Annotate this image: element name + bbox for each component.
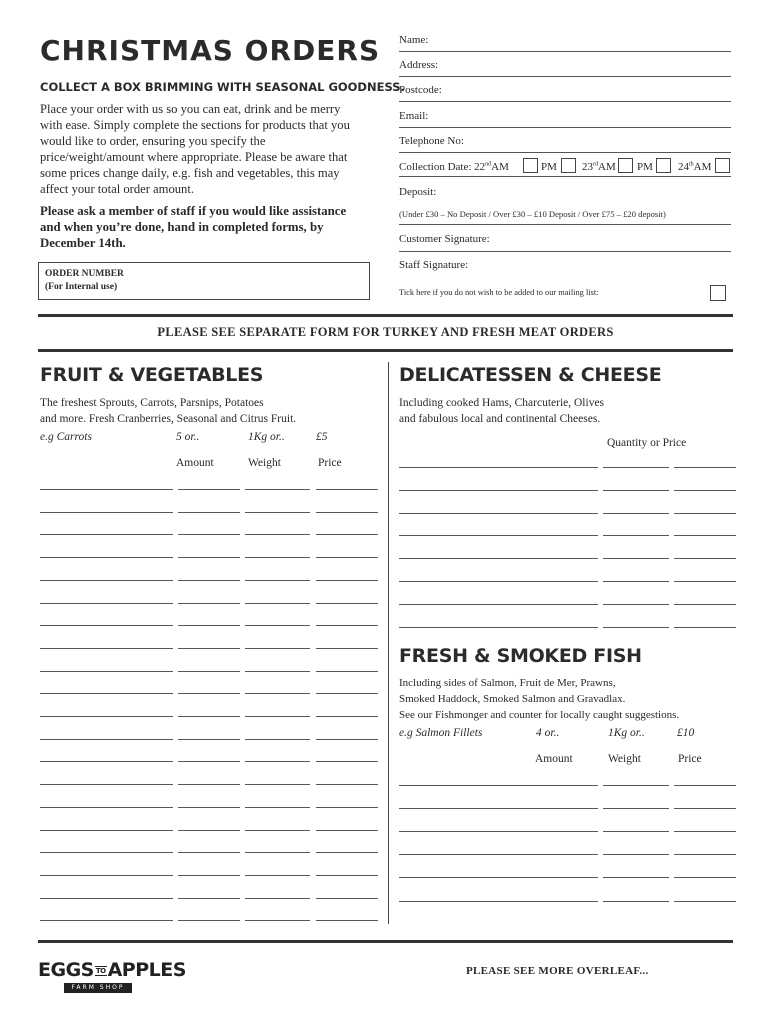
customer-signature-label: Customer Signature:: [399, 233, 490, 245]
order-line-fv-rows-8-3[interactable]: [316, 671, 378, 672]
order-line-fv-rows-9-3[interactable]: [316, 693, 378, 694]
order-line-fv-rows-10-3[interactable]: [316, 716, 378, 717]
collection-23-am-checkbox[interactable]: [618, 158, 633, 173]
order-line-fish-rows-4-2[interactable]: [674, 877, 736, 878]
order-line-fv-rows-9-0[interactable]: [40, 693, 173, 694]
order-line-deli-rows-2-2[interactable]: [674, 513, 736, 514]
order-line-fv-rows-16-1[interactable]: [178, 852, 240, 853]
order-line-fv-rows-13-0[interactable]: [40, 784, 173, 785]
fish-col-price: Price: [678, 753, 702, 765]
order-line-deli-rows-3-2[interactable]: [674, 535, 736, 536]
pm-label-2: PM: [637, 161, 653, 173]
order-line-fv-rows-1-2[interactable]: [245, 512, 310, 513]
fish-col-weight: Weight: [608, 753, 641, 765]
order-line-fv-rows-4-3[interactable]: [316, 580, 378, 581]
postcode-label: Postcode:: [399, 84, 442, 96]
order-line-fv-rows-6-2[interactable]: [245, 625, 310, 626]
order-line-fish-rows-4-1[interactable]: [603, 877, 669, 878]
address-field[interactable]: [399, 59, 731, 77]
order-line-deli-rows-2-1[interactable]: [603, 513, 669, 514]
order-line-fv-rows-5-1[interactable]: [178, 603, 240, 604]
order-line-fv-rows-3-0[interactable]: [40, 557, 173, 558]
order-line-fish-rows-5-0[interactable]: [399, 901, 598, 902]
order-line-fv-rows-17-3[interactable]: [316, 875, 378, 876]
order-line-fish-rows-4-0[interactable]: [399, 877, 598, 878]
order-line-fv-rows-5-2[interactable]: [245, 603, 310, 604]
order-line-fish-rows-1-2[interactable]: [674, 808, 736, 809]
order-line-fv-rows-1-0[interactable]: [40, 512, 173, 513]
order-line-fv-rows-6-1[interactable]: [178, 625, 240, 626]
order-line-fv-rows-14-3[interactable]: [316, 807, 378, 808]
email-label: Email:: [399, 110, 429, 122]
order-line-fv-rows-14-2[interactable]: [245, 807, 310, 808]
order-line-deli-rows-6-1[interactable]: [603, 604, 669, 605]
order-line-fv-rows-2-1[interactable]: [178, 534, 240, 535]
deli-title: DELICATESSEN & CHEESE: [399, 364, 662, 386]
order-line-fv-rows-7-1[interactable]: [178, 648, 240, 649]
order-line-fv-rows-13-1[interactable]: [178, 784, 240, 785]
order-line-fv-rows-16-2[interactable]: [245, 852, 310, 853]
divider-top: [38, 314, 733, 317]
order-line-fish-rows-3-0[interactable]: [399, 854, 598, 855]
order-line-fv-rows-12-2[interactable]: [245, 761, 310, 762]
collection-22-am-checkbox[interactable]: [523, 158, 538, 173]
order-line-fv-rows-19-0[interactable]: [40, 920, 173, 921]
mailing-list-label: Tick here if you do not wish to be added to our mailing list:: [399, 288, 599, 297]
order-line-fv-rows-5-3[interactable]: [316, 603, 378, 604]
assistance-text: Please ask a member of staff if you would like assistance and when you’re done, hand in completed forms, by December 14th.: [40, 204, 347, 250]
fish-desc-2: Smoked Haddock, Smoked Salmon and Gravadlax.: [399, 693, 626, 705]
order-line-fish-rows-2-1[interactable]: [603, 831, 669, 832]
address-label: Address:: [399, 59, 439, 71]
order-line-fish-rows-5-2[interactable]: [674, 901, 736, 902]
order-line-deli-rows-2-0[interactable]: [399, 513, 598, 514]
order-line-fv-rows-4-1[interactable]: [178, 580, 240, 581]
collection-23-pm-checkbox[interactable]: [656, 158, 671, 173]
order-number-note: (For Internal use): [45, 282, 118, 292]
telephone-field[interactable]: [399, 135, 731, 153]
order-line-deli-rows-1-1[interactable]: [603, 490, 669, 491]
email-field[interactable]: [399, 110, 731, 128]
order-line-fv-rows-4-2[interactable]: [245, 580, 310, 581]
postcode-field[interactable]: [399, 84, 731, 102]
order-line-fv-rows-8-2[interactable]: [245, 671, 310, 672]
order-line-fv-rows-10-1[interactable]: [178, 716, 240, 717]
customer-signature-field[interactable]: [399, 233, 731, 252]
collection-date-label: Collection Date: 22ndAM: [399, 161, 509, 173]
order-line-fv-rows-12-3[interactable]: [316, 761, 378, 762]
order-number-label: ORDER NUMBER: [45, 269, 124, 279]
deli-desc-2: and fabulous local and continental Cheeses.: [399, 413, 601, 425]
order-line-fish-rows-3-2[interactable]: [674, 854, 736, 855]
order-line-fv-rows-7-0[interactable]: [40, 648, 173, 649]
fruit-veg-desc-1: The freshest Sprouts, Carrots, Parsnips, Potatoes: [40, 397, 264, 409]
name-field[interactable]: [399, 34, 731, 52]
order-line-deli-rows-5-0[interactable]: [399, 581, 598, 582]
staff-signature-field[interactable]: [399, 259, 731, 277]
order-line-deli-rows-6-0[interactable]: [399, 604, 598, 605]
order-line-fv-rows-17-2[interactable]: [245, 875, 310, 876]
order-line-fv-rows-2-0[interactable]: [40, 534, 173, 535]
order-line-deli-rows-0-0[interactable]: [399, 467, 598, 468]
order-line-fv-rows-3-2[interactable]: [245, 557, 310, 558]
order-line-fv-rows-6-0[interactable]: [40, 625, 173, 626]
order-line-deli-rows-1-2[interactable]: [674, 490, 736, 491]
order-line-fv-rows-16-0[interactable]: [40, 852, 173, 853]
order-line-deli-rows-5-2[interactable]: [674, 581, 736, 582]
fruit-veg-col-weight: Weight: [248, 457, 281, 469]
deposit-field[interactable]: [399, 186, 731, 204]
order-line-fish-rows-0-2[interactable]: [674, 785, 736, 786]
order-number-box: [38, 262, 370, 300]
order-line-fv-rows-19-2[interactable]: [245, 920, 310, 921]
farm-shop-label: FARM SHOP: [64, 983, 132, 993]
deposit-label: Deposit:: [399, 186, 437, 198]
name-label: Name:: [399, 34, 429, 46]
fish-example-amount: 4 or..: [536, 727, 560, 739]
date-23-label: 23rdAM: [582, 161, 616, 173]
order-line-fv-rows-6-3[interactable]: [316, 625, 378, 626]
order-line-fv-rows-14-1[interactable]: [178, 807, 240, 808]
order-line-fv-rows-18-0[interactable]: [40, 898, 173, 899]
order-line-deli-rows-4-1[interactable]: [603, 558, 669, 559]
order-line-fv-rows-4-0[interactable]: [40, 580, 173, 581]
order-line-fish-rows-2-0[interactable]: [399, 831, 598, 832]
fruit-veg-example-item: e.g Carrots: [40, 431, 92, 443]
order-line-fv-rows-15-0[interactable]: [40, 830, 173, 831]
collection-24-am-checkbox[interactable]: [715, 158, 730, 173]
order-line-fv-rows-16-3[interactable]: [316, 852, 378, 853]
turkey-banner: PLEASE SEE SEPARATE FORM FOR TURKEY AND FRESH MEAT ORDERS: [157, 325, 614, 339]
order-line-fv-rows-12-1[interactable]: [178, 761, 240, 762]
fish-example-weight: 1Kg or..: [608, 727, 645, 739]
order-line-fish-rows-0-0[interactable]: [399, 785, 598, 786]
order-line-fv-rows-9-2[interactable]: [245, 693, 310, 694]
order-line-fv-rows-2-2[interactable]: [245, 534, 310, 535]
order-line-fv-rows-18-1[interactable]: [178, 898, 240, 899]
order-line-fv-rows-2-3[interactable]: [316, 534, 378, 535]
order-line-fv-rows-0-0[interactable]: [40, 489, 173, 490]
order-line-fish-rows-2-2[interactable]: [674, 831, 736, 832]
order-line-fv-rows-17-1[interactable]: [178, 875, 240, 876]
order-line-fv-rows-0-3[interactable]: [316, 489, 378, 490]
fish-desc-3: See our Fishmonger and counter for locally caught suggestions.: [399, 709, 680, 721]
telephone-label: Telephone No:: [399, 135, 464, 147]
order-line-fv-rows-18-2[interactable]: [245, 898, 310, 899]
order-line-deli-rows-6-2[interactable]: [674, 604, 736, 605]
fruit-veg-title: FRUIT & VEGETABLES: [40, 364, 264, 386]
divider-bottom: [38, 940, 733, 943]
order-line-fv-rows-15-1[interactable]: [178, 830, 240, 831]
intro-text: Place your order with us so you can eat, drink and be merry with ease. Simply complete the sections for products that you would like to order, ensuring you specify the price/weight/amount where appropriate. Please be aware that some prices change daily, e.g. fish and vegetables, this may affect your total order amount.: [40, 102, 350, 196]
order-line-fv-rows-10-0[interactable]: [40, 716, 173, 717]
order-line-deli-rows-7-2[interactable]: [674, 627, 736, 628]
order-line-fv-rows-7-3[interactable]: [316, 648, 378, 649]
fish-desc-1: Including sides of Salmon, Fruit de Mer, Prawns,: [399, 677, 616, 689]
deli-desc-1: Including cooked Hams, Charcuterie, Olives: [399, 397, 605, 409]
order-line-fv-rows-0-2[interactable]: [245, 489, 310, 490]
order-line-fv-rows-11-1[interactable]: [178, 739, 240, 740]
order-line-deli-rows-4-2[interactable]: [674, 558, 736, 559]
order-line-fv-rows-1-3[interactable]: [316, 512, 378, 513]
eggs-to-apples-logo: EGGS TO APPLES: [38, 959, 186, 981]
order-line-fish-rows-1-1[interactable]: [603, 808, 669, 809]
order-line-fv-rows-5-0[interactable]: [40, 603, 173, 604]
overleaf-note: PLEASE SEE MORE OVERLEAF...: [466, 965, 649, 977]
order-line-fv-rows-11-0[interactable]: [40, 739, 173, 740]
order-line-fish-rows-1-0[interactable]: [399, 808, 598, 809]
order-line-fv-rows-11-3[interactable]: [316, 739, 378, 740]
fish-col-amount: Amount: [535, 753, 573, 765]
fruit-veg-col-amount: Amount: [176, 457, 214, 469]
divider-banner: [38, 349, 733, 352]
order-line-fv-rows-17-0[interactable]: [40, 875, 173, 876]
fruit-veg-example-amount: 5 or..: [176, 431, 200, 443]
page-title: CHRISTMAS ORDERS: [40, 34, 381, 67]
order-line-fv-rows-12-0[interactable]: [40, 761, 173, 762]
order-line-deli-rows-7-0[interactable]: [399, 627, 598, 628]
date-24-label: 24thAM: [678, 161, 712, 173]
order-line-deli-rows-0-2[interactable]: [674, 467, 736, 468]
order-line-fv-rows-13-2[interactable]: [245, 784, 310, 785]
order-line-deli-rows-1-0[interactable]: [399, 490, 598, 491]
column-divider: [388, 362, 389, 924]
order-line-fv-rows-14-0[interactable]: [40, 807, 173, 808]
pm-label-1: PM: [541, 161, 557, 173]
order-line-fv-rows-9-1[interactable]: [178, 693, 240, 694]
order-line-fish-rows-5-1[interactable]: [603, 901, 669, 902]
order-line-fv-rows-10-2[interactable]: [245, 716, 310, 717]
order-line-fv-rows-0-1[interactable]: [178, 489, 240, 490]
order-line-fv-rows-19-1[interactable]: [178, 920, 240, 921]
mailing-list-checkbox[interactable]: [710, 285, 726, 301]
order-line-fish-rows-3-1[interactable]: [603, 854, 669, 855]
order-line-fv-rows-15-3[interactable]: [316, 830, 378, 831]
deposit-rules: (Under £30 – No Deposit / Over £30 – £10 Deposit / Over £75 – £20 deposit): [399, 209, 731, 225]
page-subtitle: COLLECT A BOX BRIMMING WITH SEASONAL GOODNESS.: [40, 80, 405, 94]
order-line-fish-rows-0-1[interactable]: [603, 785, 669, 786]
order-line-deli-rows-4-0[interactable]: [399, 558, 598, 559]
order-line-fv-rows-18-3[interactable]: [316, 898, 378, 899]
order-line-fv-rows-13-3[interactable]: [316, 784, 378, 785]
order-line-fv-rows-3-1[interactable]: [178, 557, 240, 558]
order-line-fv-rows-7-2[interactable]: [245, 648, 310, 649]
order-line-deli-rows-5-1[interactable]: [603, 581, 669, 582]
fruit-veg-example-weight: 1Kg or..: [248, 431, 285, 443]
fish-title: FRESH & SMOKED FISH: [399, 645, 642, 667]
fruit-veg-example-price: £5: [316, 431, 328, 443]
order-line-fv-rows-1-1[interactable]: [178, 512, 240, 513]
order-line-fv-rows-3-3[interactable]: [316, 557, 378, 558]
order-line-deli-rows-7-1[interactable]: [603, 627, 669, 628]
collection-22-pm-checkbox[interactable]: [561, 158, 576, 173]
order-line-fv-rows-15-2[interactable]: [245, 830, 310, 831]
order-line-fv-rows-11-2[interactable]: [245, 739, 310, 740]
order-line-deli-rows-3-1[interactable]: [603, 535, 669, 536]
fruit-veg-desc-2: and more. Fresh Cranberries, Seasonal and Citrus Fruit.: [40, 413, 297, 425]
fruit-veg-col-price: Price: [318, 457, 342, 469]
order-line-fv-rows-8-1[interactable]: [178, 671, 240, 672]
order-line-deli-rows-0-1[interactable]: [603, 467, 669, 468]
order-line-deli-rows-3-0[interactable]: [399, 535, 598, 536]
order-line-fv-rows-19-3[interactable]: [316, 920, 378, 921]
fish-example-price: £10: [677, 727, 695, 739]
fish-example-item: e.g Salmon Fillets: [399, 727, 483, 739]
order-line-fv-rows-8-0[interactable]: [40, 671, 173, 672]
staff-signature-label: Staff Signature:: [399, 259, 469, 271]
deli-col-header: Quantity or Price: [607, 437, 687, 449]
